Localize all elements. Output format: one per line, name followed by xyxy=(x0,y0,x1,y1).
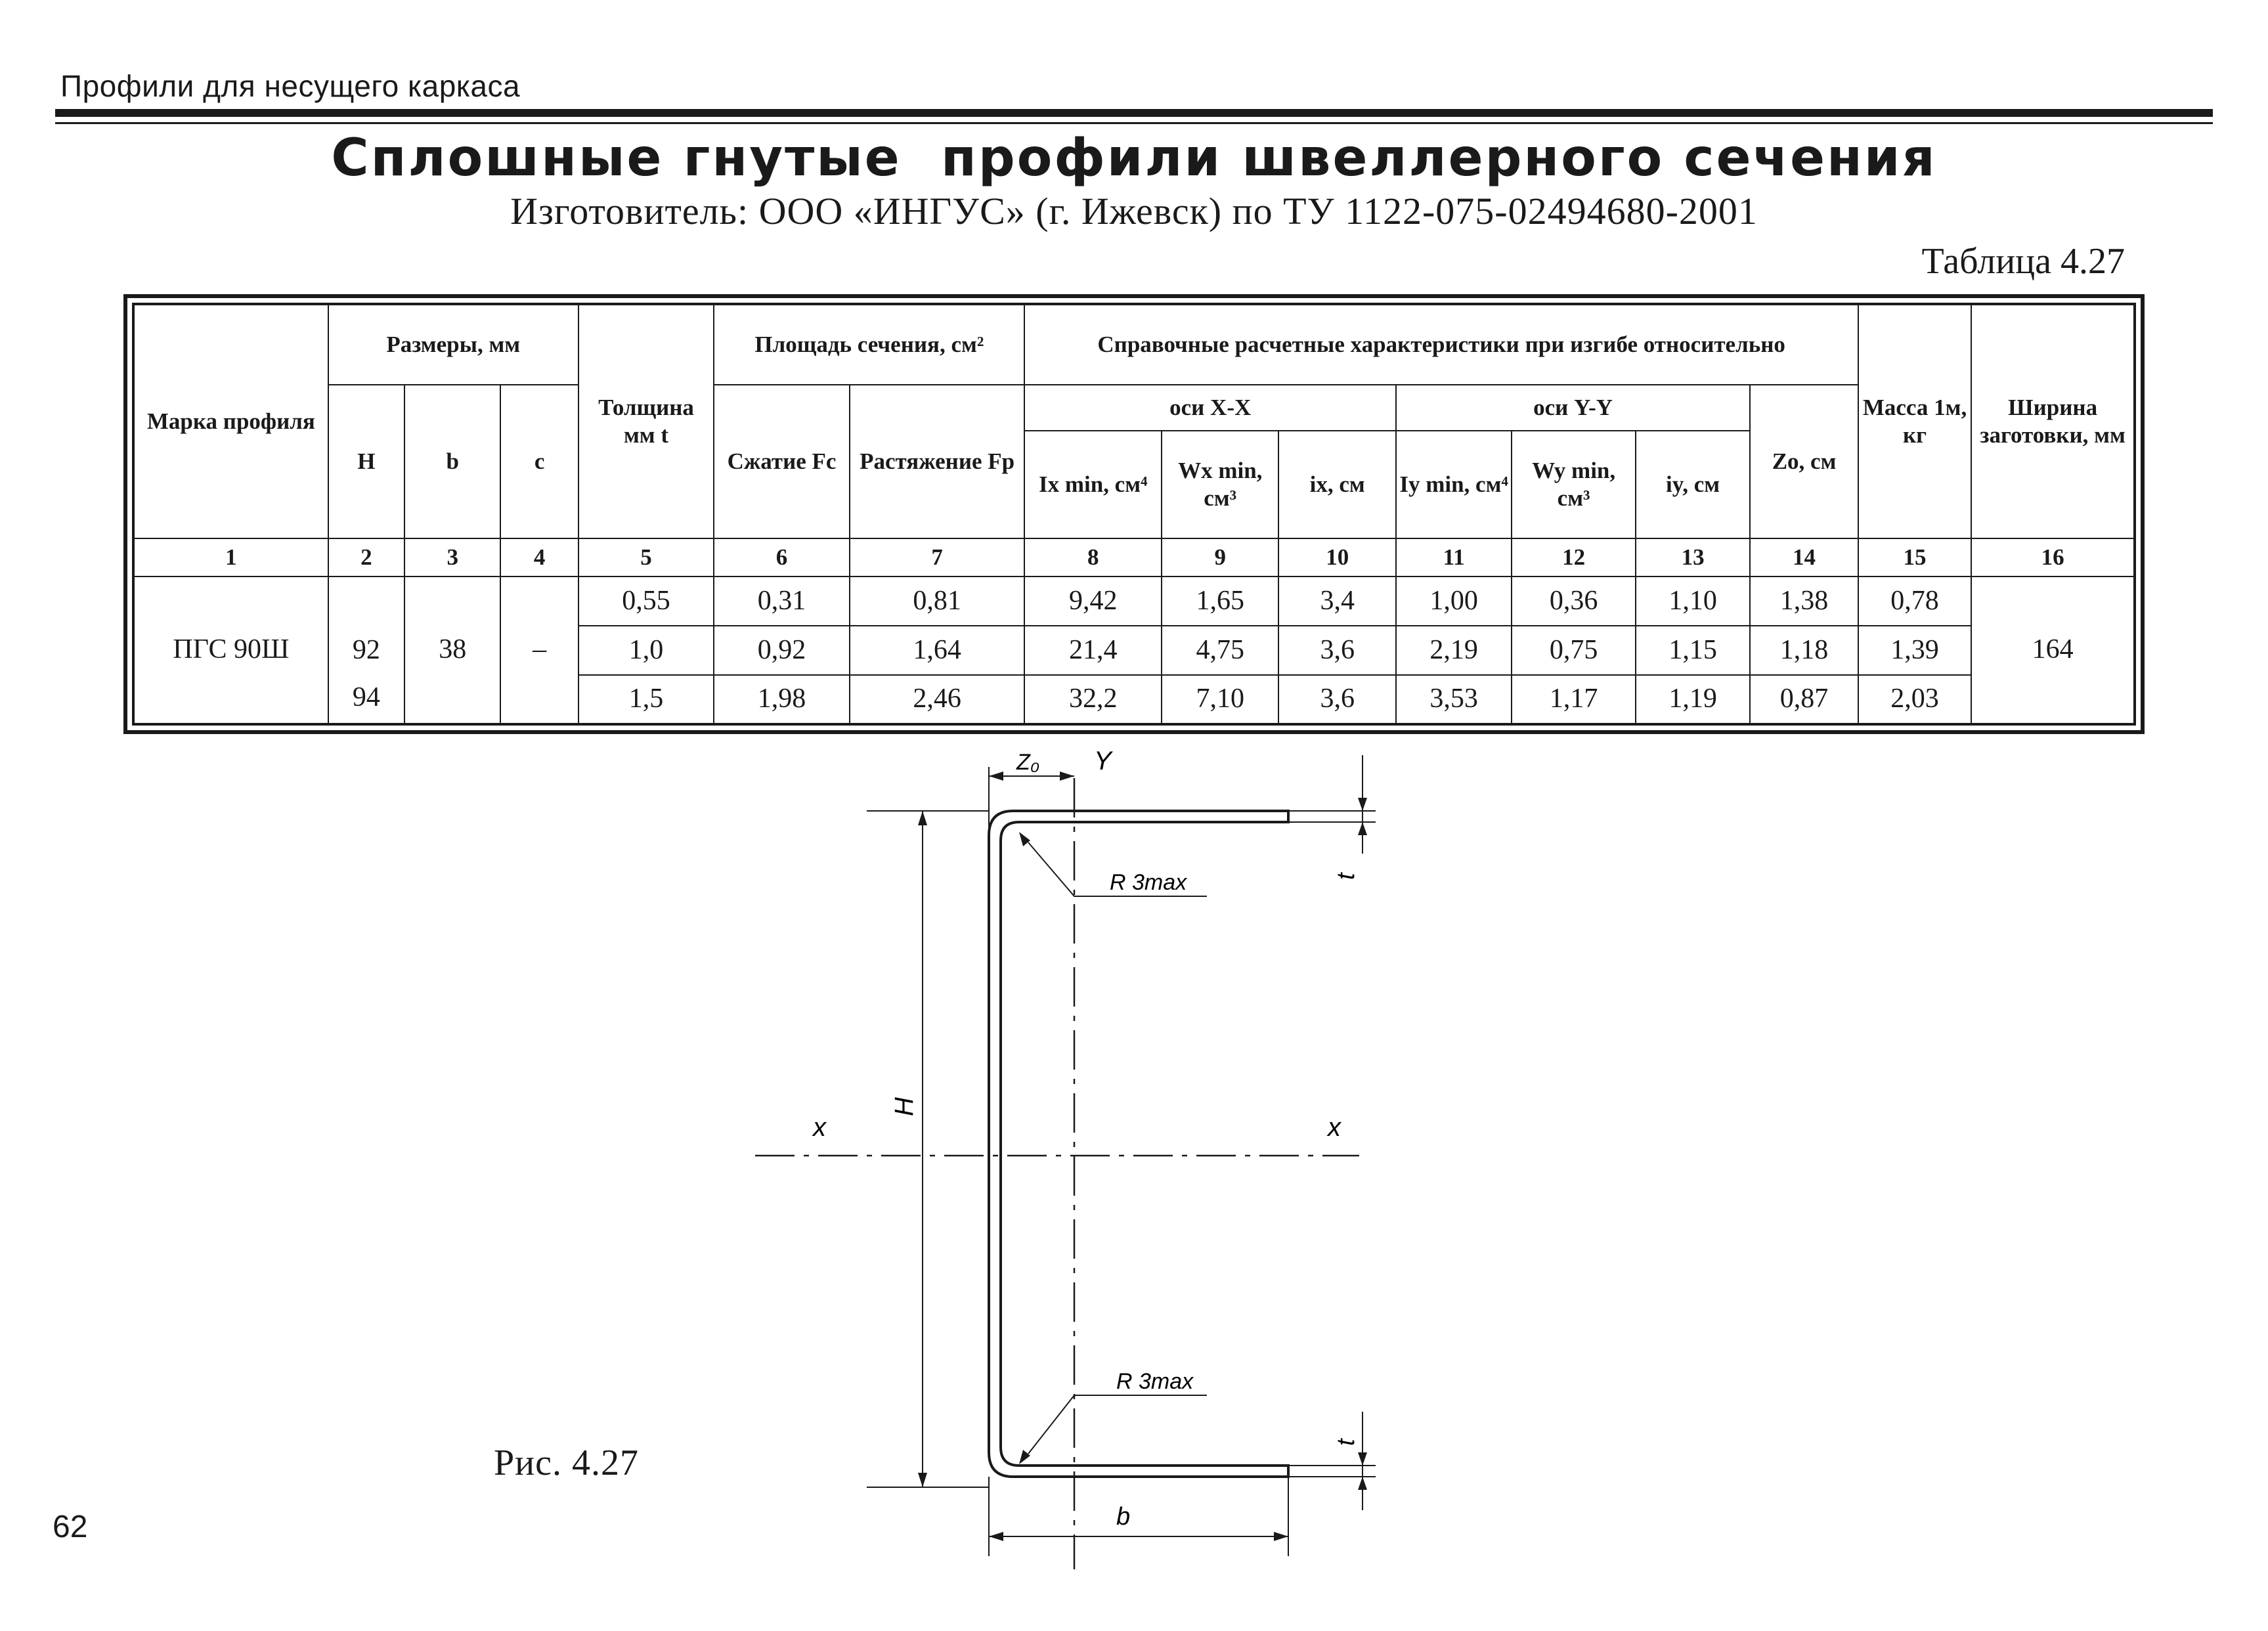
running-header: Профили для несущего каркаса xyxy=(60,69,521,103)
col-head-axis-y: оси Y-Y xyxy=(1396,385,1750,431)
cell-iy-min: 2,19 xyxy=(1396,626,1512,675)
col-head-ix-min: Ix min, см⁴ xyxy=(1024,431,1162,538)
cell-wy-min: 0,36 xyxy=(1512,576,1635,626)
profile-c: – xyxy=(500,576,578,724)
radius-label-top: R 3max xyxy=(1110,870,1187,895)
x-axis-label-left: x xyxy=(813,1113,826,1142)
cell-ix-min: 32,2 xyxy=(1024,675,1162,724)
col-head-axis-x: оси X-X xyxy=(1024,385,1395,431)
column-number: 14 xyxy=(1750,538,1858,576)
column-number: 5 xyxy=(578,538,714,576)
radius-label-bottom: R 3max xyxy=(1116,1369,1194,1394)
column-number: 15 xyxy=(1858,538,1971,576)
column-number: 16 xyxy=(1971,538,2135,576)
column-number: 6 xyxy=(714,538,850,576)
page-title: Сплошные гнутые профили швеллерного сечения xyxy=(331,129,1937,188)
cell-fp: 2,46 xyxy=(850,675,1025,724)
col-head-ix: ix, см xyxy=(1278,431,1395,538)
cell-t: 1,0 xyxy=(578,626,714,675)
cell-ix: 3,4 xyxy=(1278,576,1395,626)
y-axis-label: Y xyxy=(1094,747,1112,775)
zo-label: Z₀ xyxy=(1016,750,1040,775)
cell-zo: 0,87 xyxy=(1750,675,1858,724)
col-head-area: Площадь сечения, см² xyxy=(714,304,1024,385)
col-head-blank-width: Ширина заготовки, мм xyxy=(1971,304,2135,538)
cell-iy: 1,10 xyxy=(1636,576,1750,626)
h-value: 92 xyxy=(352,634,380,665)
column-number: 3 xyxy=(404,538,500,576)
col-head-wx-min: Wx min, см³ xyxy=(1162,431,1278,538)
cell-mass: 0,78 xyxy=(1858,576,1971,626)
cell-mass: 1,39 xyxy=(1858,626,1971,675)
cell-iy-min: 3,53 xyxy=(1396,675,1512,724)
cell-fp: 1,64 xyxy=(850,626,1025,675)
figure-caption: Рис. 4.27 xyxy=(494,1443,639,1483)
cell-mass: 2,03 xyxy=(1858,675,1971,724)
column-number: 12 xyxy=(1512,538,1635,576)
cell-fc: 1,98 xyxy=(714,675,850,724)
col-head-reference: Справочные расчетные характеристики при изгибе относительно xyxy=(1024,304,1858,385)
page-number: 62 xyxy=(53,1510,88,1544)
cell-wy-min: 1,17 xyxy=(1512,675,1635,724)
cell-fc: 0,92 xyxy=(714,626,850,675)
page-subtitle: Изготовитель: ООО «ИНГУС» (г. Ижевск) по ТУ 1122-075-02494680-2001 xyxy=(510,190,1758,232)
col-head-sizes: Размеры, мм xyxy=(328,304,578,385)
column-number: 8 xyxy=(1024,538,1162,576)
column-number: 9 xyxy=(1162,538,1278,576)
col-head-b: b xyxy=(404,385,500,538)
col-head-wy-min: Wy min, см³ xyxy=(1512,431,1635,538)
col-head-iy-min: Iy min, см⁴ xyxy=(1396,431,1512,538)
h-value: 94 xyxy=(352,682,380,712)
col-head-mark: Марка профиля xyxy=(133,304,328,538)
col-head-mass: Масса 1м, кг xyxy=(1858,304,1971,538)
cell-iy: 1,19 xyxy=(1636,675,1750,724)
column-number: 7 xyxy=(850,538,1025,576)
cell-iy: 1,15 xyxy=(1636,626,1750,675)
height-label: H xyxy=(890,1097,919,1116)
cell-t: 1,5 xyxy=(578,675,714,724)
cell-wx-min: 1,65 xyxy=(1162,576,1278,626)
cell-fp: 0,81 xyxy=(850,576,1025,626)
thickness-label-top: t xyxy=(1332,873,1360,880)
column-number: 4 xyxy=(500,538,578,576)
radius-bottom-leader xyxy=(1028,1395,1207,1454)
profile-b: 38 xyxy=(404,576,500,724)
column-number: 10 xyxy=(1278,538,1395,576)
cell-wx-min: 4,75 xyxy=(1162,626,1278,675)
col-head-thickness: Толщина мм t xyxy=(578,304,714,538)
cell-ix: 3,6 xyxy=(1278,626,1395,675)
col-head-zo: Zo, см xyxy=(1750,385,1858,538)
thickness-label-bottom: t xyxy=(1332,1439,1360,1446)
table-label: Таблица 4.27 xyxy=(1921,241,2125,282)
cell-ix: 3,6 xyxy=(1278,675,1395,724)
col-head-iy: iy, см xyxy=(1636,431,1750,538)
x-axis-label-right: x xyxy=(1328,1113,1341,1142)
col-head-c: c xyxy=(500,385,578,538)
cell-ix-min: 21,4 xyxy=(1024,626,1162,675)
column-number: 11 xyxy=(1396,538,1512,576)
column-number: 13 xyxy=(1636,538,1750,576)
cell-fc: 0,31 xyxy=(714,576,850,626)
col-head-tension: Растяжение Fp xyxy=(850,385,1025,538)
column-number: 1 xyxy=(133,538,328,576)
cell-zo: 1,18 xyxy=(1750,626,1858,675)
profile-mark: ПГС 90Ш xyxy=(133,576,328,724)
column-number: 2 xyxy=(328,538,404,576)
cell-t: 0,55 xyxy=(578,576,714,626)
profile-blank-width: 164 xyxy=(1971,576,2135,724)
col-head-h: H xyxy=(328,385,404,538)
cell-iy-min: 1,00 xyxy=(1396,576,1512,626)
cell-zo: 1,38 xyxy=(1750,576,1858,626)
cell-wx-min: 7,10 xyxy=(1162,675,1278,724)
width-label: b xyxy=(1116,1503,1131,1531)
cell-wy-min: 0,75 xyxy=(1512,626,1635,675)
col-head-compression: Сжатие Fc xyxy=(714,385,850,538)
cell-ix-min: 9,42 xyxy=(1024,576,1162,626)
